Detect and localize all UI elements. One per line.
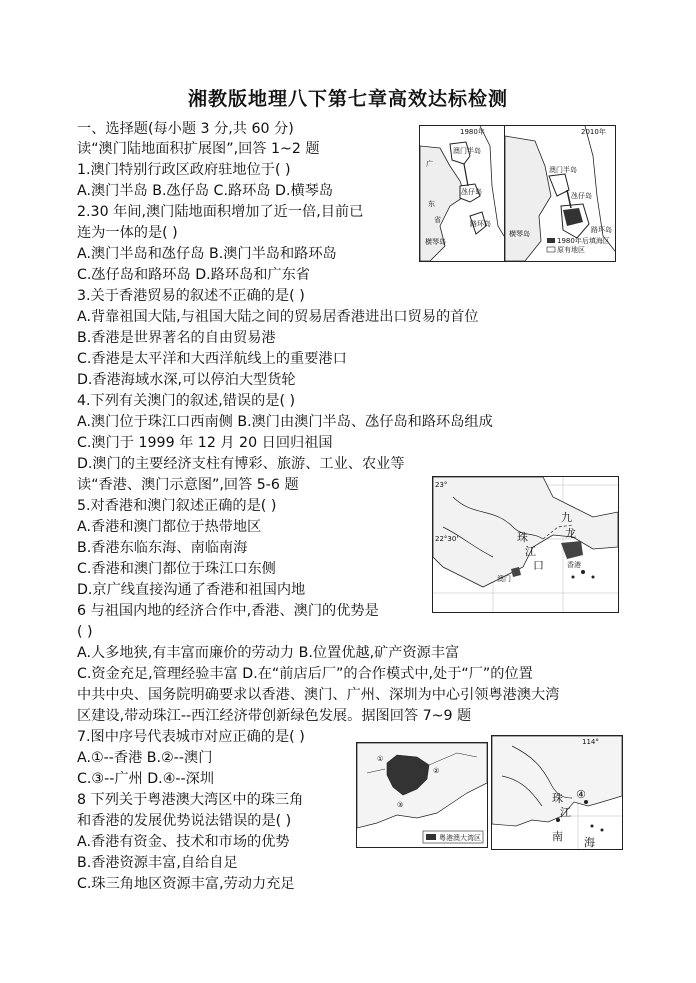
passage-gba-cont: 区建设,带动珠江--西江经济带创新绿色发展。据图回答 7~9 题	[77, 708, 472, 724]
prd-label-zhu: 珠	[552, 792, 563, 805]
question-4-options-ab: A.澳门位于珠江口西南侧 B.澳门由澳门半岛、氹仔岛和路环岛组成	[77, 414, 493, 430]
map1980-label-hengqin: 横琴岛	[425, 238, 446, 246]
question-4-option-d: D.澳门的主要经济支柱有博彩、旅游、工业、农业等	[77, 456, 405, 472]
macau-2010-map	[504, 125, 616, 262]
prd-label-114: 114°	[582, 738, 599, 746]
question-8-option-a: A.香港有资金、技术和市场的优势	[77, 834, 290, 850]
prd-label-hai: 海	[584, 836, 595, 849]
macau-1980-map	[419, 125, 505, 262]
hkmap-label-kou: 口	[533, 559, 544, 572]
question-8-cont: 和香港的发展优势说法错误的是( )	[77, 813, 292, 829]
map1980-label-dong: 东	[428, 200, 435, 208]
hkmap-label-jiang: 江	[525, 545, 536, 558]
gba-label-2: ②	[433, 767, 440, 775]
question-2-options-ab: A.澳门半岛和氹仔岛 B.澳门半岛和路环岛	[77, 246, 337, 262]
question-5: 5.对香港和澳门叙述正确的是( )	[77, 498, 277, 514]
map1980-label-sheng: 省	[434, 216, 441, 224]
legend-reclaimed-label: 1980年后填海区	[557, 237, 610, 245]
question-3-option-c: C.香港是太平洋和大西洋航线上的重要港口	[77, 351, 347, 367]
passage-gba: 中共中央、国务院明确要求以香港、澳门、广州、深圳为中心引领粤港澳大湾	[77, 687, 560, 703]
prd-label-nan: 南	[552, 830, 563, 843]
question-4-option-c: C.澳门于 1999 年 12 月 20 日回归祖国	[77, 435, 333, 451]
question-1-options: A.澳门半岛 B.氹仔岛 C.路环岛 D.横琴岛	[77, 183, 334, 199]
prd-map	[491, 735, 623, 850]
question-4: 4.下列有关澳门的叙述,错误的是( )	[77, 393, 296, 409]
question-3-option-d: D.香港海域水深,可以停泊大型货轮	[77, 372, 296, 388]
question-6-cont: ( )	[77, 624, 93, 640]
hkmap-label-long: 龙	[565, 527, 576, 540]
map2010-year: 2010年	[581, 128, 606, 136]
question-5-option-c: C.香港和澳门都位于珠江口东侧	[77, 561, 276, 577]
map1980-label-peninsula: 澳门半岛	[453, 147, 481, 155]
gba-legend-label: 粤港澳大湾区	[439, 834, 481, 842]
question-intro: 读“澳门陆地面积扩展图”,回答 1~2 题	[77, 141, 320, 157]
map2010-label-taipa: 氹仔岛	[571, 192, 592, 200]
question-7: 7.图中序号代表城市对应正确的是( )	[77, 729, 305, 745]
question-2-cont: 连为一体的是( )	[77, 225, 178, 241]
question-3-option-a: A.背靠祖国大陆,与祖国大陆之间的贸易居香港进出口贸易的首位	[77, 309, 479, 325]
legend-swatch-original	[547, 247, 555, 252]
question-6-options-cd: C.资金充足,管理经验丰富 D.在“前店后厂”的合作模式中,处于“厂”的位置	[77, 666, 533, 682]
gba-map	[356, 742, 488, 848]
page-title: 湘教版地理八下第七章高效达标检测	[187, 88, 508, 110]
legend-original-label: 原有地区	[557, 246, 585, 254]
question-5-option-b: B.香港东临东海、南临南海	[77, 540, 248, 556]
question-8-option-c: C.珠三角地区资源丰富,劳动力充足	[77, 876, 295, 892]
question-8: 8 下列关于粤港澳大湾区中的珠三角	[77, 792, 304, 808]
question-intro-5-6: 读“香港、澳门示意图”,回答 5-6 题	[77, 477, 299, 493]
map2010-label-peninsula: 澳门半岛	[549, 166, 577, 174]
question-6: 6 与祖国内地的经济合作中,香港、澳门的优势是	[77, 603, 379, 619]
hkmap-label-zhu: 珠	[517, 531, 528, 544]
gba-label-1: ①	[377, 755, 384, 763]
map1980-label-coloane: 路环岛	[470, 220, 491, 228]
map1980-label-taipa: 氹仔岛	[461, 188, 482, 196]
question-3: 3.关于香港贸易的叙述不正确的是( )	[77, 288, 305, 304]
question-5-option-a: A.香港和澳门都位于热带地区	[77, 519, 262, 535]
section-heading: 一、选择题(每小题 3 分,共 60 分)	[77, 121, 294, 137]
gba-label-3: ③	[397, 801, 404, 809]
legend-swatch-reclaimed	[547, 238, 555, 243]
question-1: 1.澳门特别行政区政府驻地位于( )	[77, 162, 291, 178]
hkmap-label-jiu: 九	[561, 511, 572, 524]
hkmap-lat-23: 23°	[435, 481, 448, 489]
question-3-option-b: B.香港是世界著名的自由贸易港	[77, 330, 276, 346]
map2010-label-coloane: 路环岛	[591, 226, 612, 234]
hkmap-lat-2230: 22°30'	[435, 535, 459, 543]
hkmap-label-macau: 澳门	[497, 575, 511, 583]
map1980-label-guang: 广	[426, 160, 433, 168]
map1980-year: 1980年	[460, 128, 485, 136]
question-8-option-b: B.香港资源丰富,自给自足	[77, 855, 238, 871]
question-6-options-ab: A.人多地狭,有丰富而廉价的劳动力 B.位置优越,矿产资源丰富	[77, 645, 460, 661]
hk-macau-map	[432, 476, 619, 613]
question-2-options-cd: C.氹仔岛和路环岛 D.路环岛和广东省	[77, 267, 310, 283]
question-2: 2.30 年间,澳门陆地面积增加了近一倍,目前已	[77, 204, 364, 220]
prd-label-4: ④	[576, 788, 586, 801]
prd-label-jiang: 江	[560, 806, 571, 819]
hkmap-label-hongkong: 香港	[567, 561, 581, 569]
question-5-option-d: D.京广线直接沟通了香港和祖国内地	[77, 582, 306, 598]
map2010-label-hengqin: 横琴岛	[509, 230, 530, 238]
question-7-options-ab: A.①--香港 B.②--澳门	[77, 750, 213, 766]
question-7-options-cd: C.③--广州 D.④--深圳	[77, 771, 215, 787]
